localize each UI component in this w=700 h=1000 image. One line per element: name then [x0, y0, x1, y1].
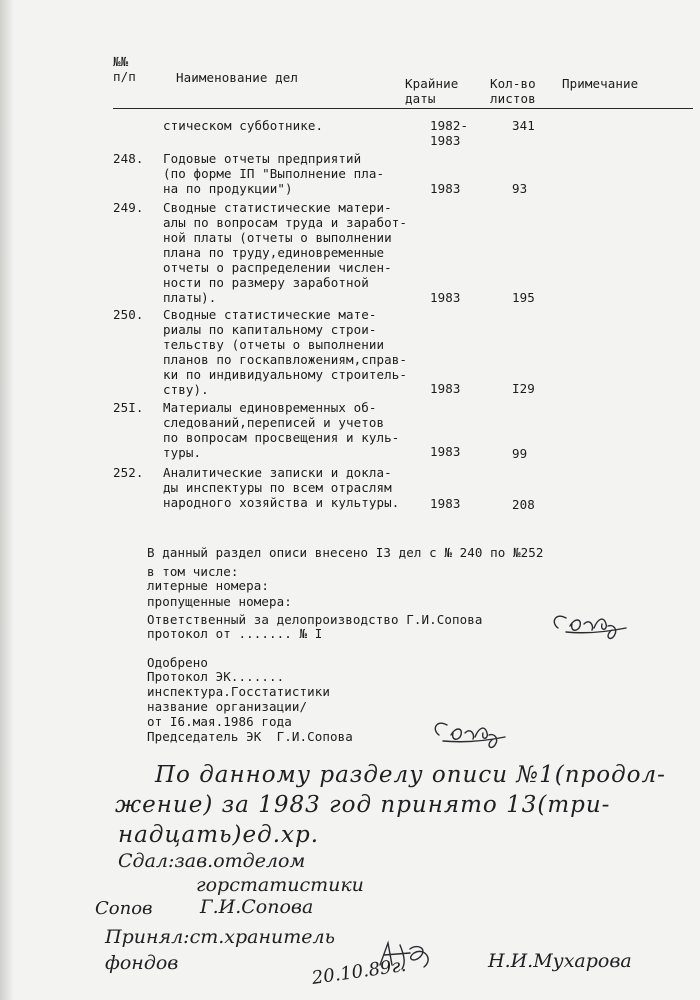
summary-skipped-numbers: пропущенные номера:: [147, 594, 292, 609]
entry-number: 25I.: [113, 400, 144, 415]
approved-inspectorate: инспектура.Госстатистики: [147, 684, 331, 699]
entry-number: 248.: [113, 151, 144, 166]
handwritten-accepted: Принял:ст.хранитель: [105, 926, 335, 948]
entry-number: 249.: [113, 200, 144, 215]
entry-dates: 1983: [430, 444, 461, 459]
header-sheets-line1: Кол-во: [490, 76, 536, 91]
handwritten-note-line3: надцать)ед.хр.: [118, 822, 320, 848]
scan-edge-shadow: [0, 0, 14, 1000]
handwritten-date: 20.10.89г.: [310, 954, 408, 989]
entry-sheets: 341: [512, 118, 535, 133]
header-number: [113, 54, 163, 84]
entry-title: Сводные статистические мате- риалы по капитальному строи- тельству (отчеты о выполнении планов по госкапвложениям,справ- ки по индивидуальному строитель- ству).: [163, 307, 408, 397]
summary-protocol: протокол от ....... № I: [147, 626, 323, 641]
summary-letter-numbers: литерные номера:: [147, 578, 270, 593]
handwritten-keeper-name: Н.И.Мухарова: [488, 950, 632, 972]
entry-sheets: 195: [512, 290, 535, 305]
entry-number: 250.: [113, 307, 144, 322]
header-rule: [113, 108, 693, 109]
summary-responsible: Ответственный за делопроизводство Г.И.Сопова: [147, 612, 483, 627]
entry-dates: 1983: [430, 290, 461, 305]
entry-sheets: 208: [512, 497, 535, 512]
entry-dates: 1983: [430, 381, 461, 396]
entry-sheets: 93: [512, 181, 528, 196]
handwritten-handed-name: Г.И.Сопова: [200, 896, 314, 918]
entry-title: стическом субботнике.: [163, 118, 324, 133]
header-number-line1: №№: [113, 54, 129, 69]
header-number-line2: п/п: [113, 69, 136, 84]
summary-including: в том числе:: [147, 564, 239, 579]
entry-sheets: I29: [512, 381, 535, 396]
header-dates-line1: Крайние: [405, 76, 459, 91]
signature-chairman: [425, 715, 515, 749]
header-note: Примечание: [562, 76, 639, 91]
header-dates: [405, 76, 475, 106]
signature-responsible: [546, 606, 636, 640]
entry-title: Годовые отчеты предприятий (по форме IП "Выполнение пла- на по продукции"): [163, 151, 385, 196]
header-dates-line2: даты: [405, 91, 436, 106]
header-sheets: [490, 76, 560, 106]
handwritten-handed-over-office: горстатистики: [196, 874, 364, 896]
approved-date: от I6.мая.1986 года: [147, 714, 292, 729]
approved-label: Одобрено: [147, 655, 209, 670]
handwritten-sign-short: Сопов: [95, 898, 153, 919]
handwritten-handed-over: Сдал:зав.отделом: [118, 850, 306, 872]
approved-chairman: Председатель ЭК Г.И.Сопова: [147, 729, 353, 744]
summary-line: В данный раздел описи внесено I3 дел с № 240 по №252: [147, 545, 544, 560]
header-title: Наименование дел: [176, 70, 299, 85]
entry-title: Сводные статистические матери- алы по вопросам труда и заработ- ной платы (отчеты о выполнении плана по труду,единовременные отчеты о распределении числен- ности по размеру заработной платы).: [163, 200, 408, 305]
approved-protocol: Протокол ЭК.......: [147, 669, 285, 684]
entry-dates: 1983: [430, 496, 461, 511]
entry-title: Аналитические записки и докла- ды инспектуры по всем отраслям народного хозяйства и культуры.: [163, 465, 400, 510]
handwritten-accepted-funds: фондов: [105, 952, 179, 974]
entry-dates: 1982- 1983: [430, 118, 469, 148]
header-sheets-line2: листов: [490, 91, 536, 106]
entry-sheets: 99: [512, 446, 528, 461]
handwritten-note-line2: жение) за 1983 год принято 13(три-: [115, 792, 611, 818]
approved-org-name: название организации/: [147, 699, 308, 714]
entry-title: Материалы единовременных об- следований,переписей и учетов по вопросам просвещения и куль- туры.: [163, 400, 400, 460]
handwritten-note-line1: По данному разделу описи №1(продол-: [155, 762, 666, 788]
entry-dates: 1983: [430, 181, 461, 196]
entry-number: 252.: [113, 465, 144, 480]
